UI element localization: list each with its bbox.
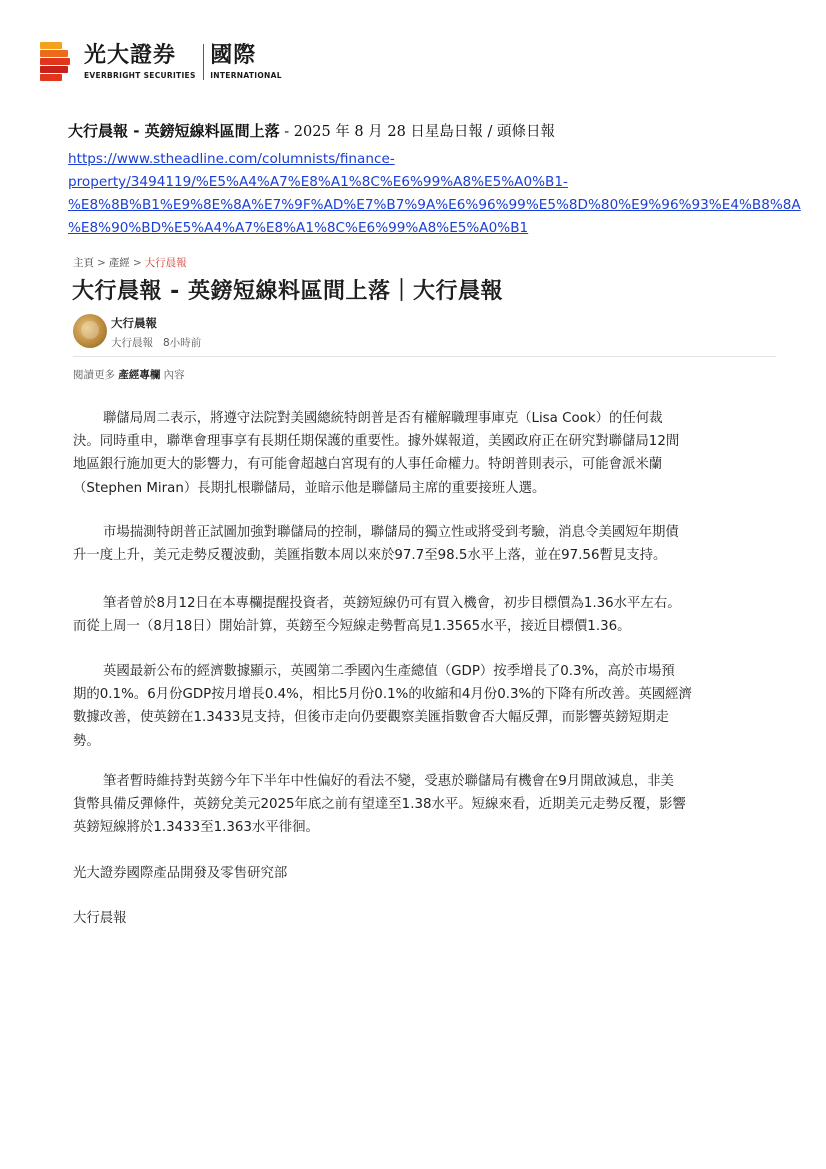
breadcrumb (73, 255, 187, 270)
paragraph-line: 升一度上升，美元走勢反覆波動，美匯指數本周以來於97.7至98.5水平上落，並在97.56暫見支持。 (73, 548, 667, 564)
paragraph-line: 決。同時重申，聯準會理事享有長期任期保護的重要性。據外媒報道，美國政府正在研究對聯儲局12間 (73, 434, 680, 450)
signature-department: 光大證券國際產品開發及零售研究部 (73, 866, 288, 881)
logo-intl-cn: 國際 (210, 42, 257, 68)
logo-intl-en: INTERNATIONAL (210, 70, 282, 80)
article-title: 大行晨報 - 英鎊短線料區間上落｜大行晨報 (72, 279, 503, 304)
document-title-bold: 大行晨報 - 英鎊短線料區間上落 (68, 122, 280, 140)
breadcrumb-section[interactable]: 產經 (108, 257, 130, 269)
source-link-line[interactable]: property/3494119/%E5%A4%A7%E8%A1%8C%E6%99%A8%E5%A0%B1- (68, 174, 568, 190)
article-paragraph (73, 407, 778, 500)
company-logo (40, 40, 282, 84)
breadcrumb-separator: > (132, 257, 142, 269)
divider (73, 356, 776, 357)
author-meta (111, 335, 201, 350)
paragraph-line: 地區銀行施加更大的影響力，有可能會超越白宮現有的人事任命權力。特朗普則表示，可能會派米蘭 (73, 457, 663, 473)
logo-divider (203, 44, 205, 80)
document-title (68, 121, 555, 142)
author-sub: 大行晨報 (111, 337, 153, 349)
paragraph-line: 期的0.1%。6月份GDP按月增長0.4%，相比5月份0.1%的收縮和4月份0.3%的下降有所改善。英國經濟 (73, 687, 692, 703)
read-more-suffix: 內容 (160, 369, 185, 381)
breadcrumb-separator: > (97, 257, 106, 269)
author-avatar[interactable] (73, 314, 107, 348)
paragraph-line: 筆者暫時維持對英鎊今年下半年中性偏好的看法不變，受惠於聯儲局有機會在9月開啟減息，非美 (103, 774, 674, 789)
paragraph-line: 而從上周一（8月18日）開始計算，英鎊至今短線走勢暫高見1.3565水平，接近目標價1.36。 (73, 619, 631, 635)
article-paragraph (73, 592, 778, 638)
article-paragraph (73, 770, 778, 840)
paragraph-line: 勢。 (73, 733, 100, 749)
document-title-source: - 2025 年 8 月 28 日星島日報 / 頭條日報 (279, 124, 556, 140)
source-link-line[interactable]: %E8%8B%B1%E9%8E%8A%E7%9F%AD%E7%B7%9A%E6%96%99%E5%8D%80%E9%96%93%E4%B8%8A (68, 197, 801, 213)
source-link[interactable] (68, 148, 801, 240)
breadcrumb-current[interactable]: 大行晨報 (144, 257, 187, 269)
read-more-link[interactable]: 產經專欄 (118, 369, 161, 381)
article-paragraph (73, 521, 778, 567)
author-name[interactable]: 大行晨報 (111, 316, 157, 330)
paragraph-line: 英國最新公布的經濟數據顯示，英國第二季國內生產總值（GDP）按季增長了0.3%，高於市場預 (103, 664, 675, 679)
read-more (73, 367, 185, 382)
signature-column: 大行晨報 (73, 911, 127, 926)
logo-en-name: EVERBRIGHT SECURITIES (84, 70, 196, 80)
publish-time: 8小時前 (163, 337, 202, 349)
article-paragraph (73, 660, 778, 753)
paragraph-line: 貨幣具備反彈條件，英鎊兌美元2025年底之前有望達至1.38水平。短線來看，近期美元走勢反覆，影響 (73, 797, 686, 813)
paragraph-line: 聯儲局周二表示，將遵守法院對美國總統特朗普是否有權解職理事庫克（Lisa Cook）的任何裁 (103, 411, 663, 426)
source-link-line[interactable]: https://www.stheadline.com/columnists/finance- (68, 151, 395, 167)
logo-cn-name: 光大證券 (84, 42, 177, 68)
paragraph-line: 筆者曾於8月12日在本專欄提醒投資者，英鎊短線仍可有買入機會，初步目標價為1.36水平左右。 (103, 596, 681, 611)
paragraph-line: 市場揣測特朗普正試圖加強對聯儲局的控制，聯儲局的獨立性或將受到考驗，消息令美國短年期債 (103, 525, 679, 540)
breadcrumb-home[interactable]: 主頁 (73, 257, 94, 269)
paragraph-line: 數據改善，使英鎊在1.3433見支持，但後市走向仍要觀察美匯指數會否大幅反彈，而影響英鎊短期走 (73, 710, 669, 726)
read-more-prefix: 閱讀更多 (73, 369, 119, 381)
source-link-line[interactable]: %E8%90%BD%E5%A4%A7%E8%A1%8C%E6%99%A8%E5%A0%B1 (68, 220, 529, 236)
paragraph-line: 英鎊短線將於1.3433至1.363水平徘徊。 (73, 820, 319, 836)
logo-mark-icon (40, 42, 70, 82)
paragraph-line: （Stephen Miran）長期扎根聯儲局，並暗示他是聯儲局主席的重要接班人選。 (73, 480, 546, 496)
